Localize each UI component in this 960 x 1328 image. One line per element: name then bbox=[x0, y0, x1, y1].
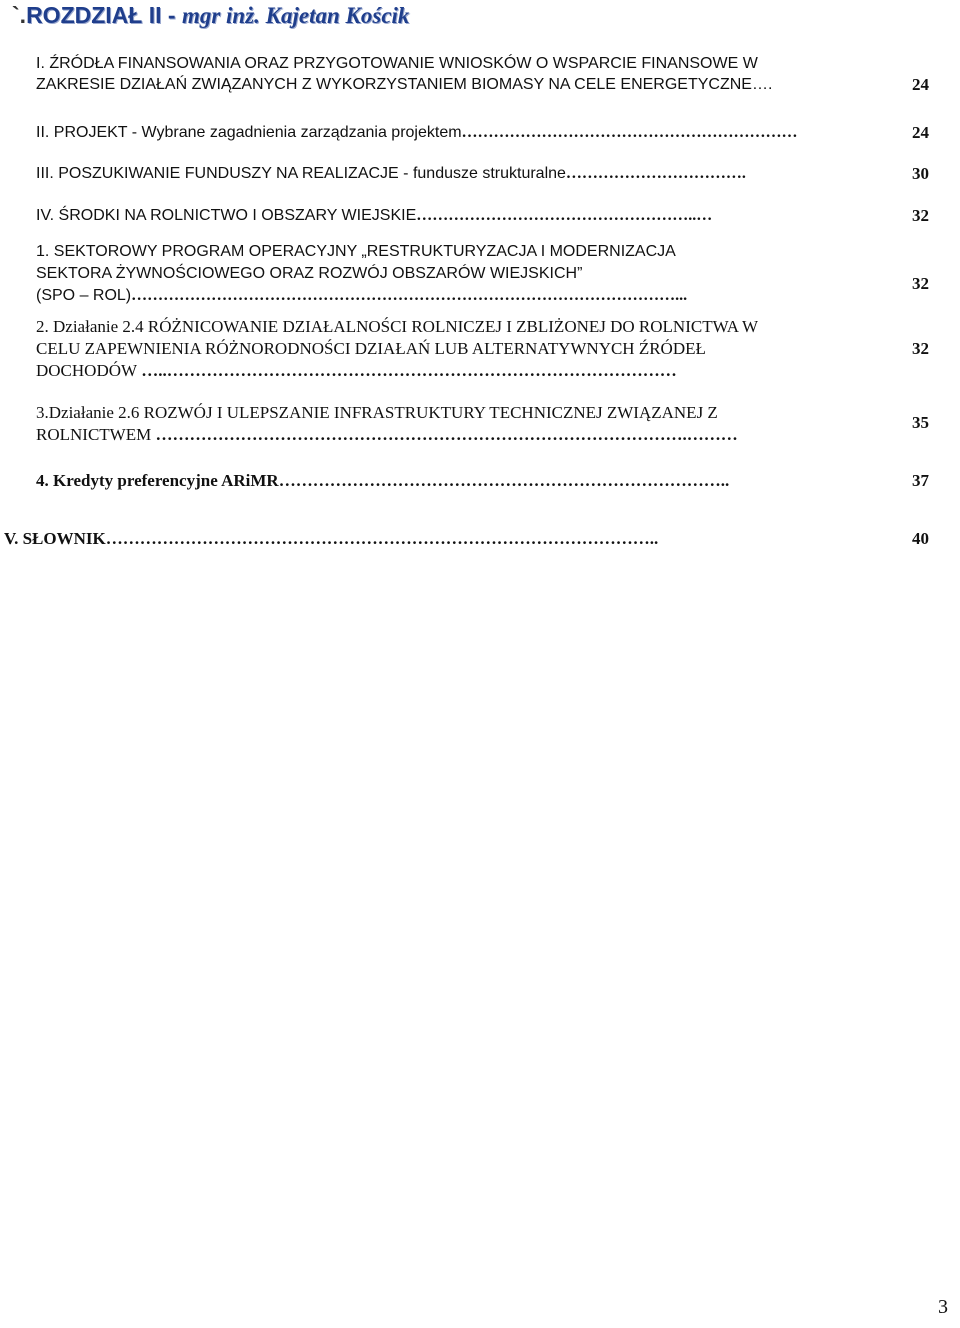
toc-item-8-page: 37 bbox=[912, 471, 929, 490]
toc-item-3-detail: - fundusze strukturalne bbox=[403, 165, 566, 182]
toc-item-2-label: II. PROJEKT - bbox=[36, 124, 142, 141]
toc-item-8 bbox=[36, 470, 898, 491]
toc-item-5-dots: …………………………………………………………………………………………... bbox=[131, 287, 688, 304]
footer-page-number: 3 bbox=[938, 1296, 948, 1318]
toc-item-6-dots: …..……………………………………………………………………………… bbox=[137, 361, 677, 380]
toc-item-5-page: 32 bbox=[912, 274, 929, 293]
toc-item-8-dots: …………………………………………………………………….. bbox=[278, 471, 730, 490]
toc-item-5-abbrev: (SPO – ROL) bbox=[36, 287, 132, 304]
toc-item-4-label: IV. ŚRODKI NA ROLNICTWO I OBSZARY WIEJSKIE bbox=[36, 207, 417, 224]
toc-item-1-line-1: I. ŹRÓDŁA FINANSOWANIA ORAZ PRZYGOTOWANIE WNIOSKÓW O WSPARCIE FINANSOWE W bbox=[36, 55, 758, 72]
toc-item-2-dots: ……………………………………………………… bbox=[461, 124, 798, 141]
toc-item-5-line-2: SEKTORA ŻYWNOŚCIOWEGO ORAZ ROZWÓJ OBSZARÓW WIEJSKICH” bbox=[36, 265, 583, 282]
toc-item-6-page: 32 bbox=[912, 339, 929, 358]
toc-item-2-detail: Wybrane zagadnienia zarządzania projektem bbox=[141, 124, 462, 141]
toc-item-9 bbox=[0, 528, 902, 549]
toc-item-7-dots: ………………………………………………………………………………….……… bbox=[151, 425, 738, 444]
toc-item-8-label: 4. Kredyty preferencyjne ARiMR bbox=[36, 471, 279, 490]
toc-item-6-line-1: 2. Działanie 2.4 RÓŻNICOWANIE DZIAŁALNOŚCI ROLNICZEJ I ZBLIŻONEJ DO ROLNICTWA W bbox=[36, 317, 759, 336]
toc-item-4 bbox=[36, 205, 898, 226]
toc-item-4-page: 32 bbox=[912, 206, 929, 225]
toc-item-4-dots: ……………………………………………..… bbox=[416, 207, 713, 224]
heading-prefix: `. bbox=[12, 2, 27, 28]
toc-item-7-page: 35 bbox=[912, 413, 929, 432]
toc-item-6-line-3 bbox=[36, 360, 898, 381]
toc-item-7-line-1: 3.Działanie 2.6 ROZWÓJ I ULEPSZANIE INFRASTRUKTURY TECHNICZNEJ ZWIĄZANEJ Z bbox=[36, 403, 718, 422]
toc-item-2 bbox=[36, 122, 898, 143]
toc-item-3 bbox=[36, 163, 898, 184]
heading-author: mgr inż. Kajetan Kościk bbox=[181, 3, 410, 28]
toc-item-5-line-1: 1. SEKTOROWY PROGRAM OPERACYJNY „RESTRUKTURYZACJA I MODERNIZACJA bbox=[36, 243, 676, 260]
toc-item-3-label: III. POSZUKIWANIE FUNDUSZY NA REALIZACJE bbox=[36, 165, 404, 182]
toc-item-9-label: V. SŁOWNIK bbox=[4, 529, 106, 548]
toc-item-7-line-2 bbox=[36, 424, 898, 445]
toc-item-9-dots: …………………………………………………………………………………….. bbox=[105, 529, 659, 548]
toc-item-1-page: 24 bbox=[912, 75, 929, 94]
toc-item-9-page: 40 bbox=[912, 529, 929, 548]
toc-item-5-line-3 bbox=[36, 285, 898, 306]
toc-item-6-line-2: CELU ZAPEWNIENIA RÓŻNORODNOŚCI DZIAŁAŃ LUB ALTERNATYWNYCH ŹRÓDEŁ bbox=[36, 339, 706, 358]
toc-item-3-dots: ……………………………. bbox=[565, 165, 746, 182]
toc-item-1-line-2: ZAKRESIE DZIAŁAŃ ZWIĄZANYCH Z WYKORZYSTANIEM BIOMASY NA CELE ENERGETYCZNE…. bbox=[36, 76, 773, 93]
chapter-heading bbox=[12, 2, 409, 29]
toc-item-2-page: 24 bbox=[912, 123, 929, 142]
toc-item-6-tail-label: DOCHODÓW bbox=[36, 361, 138, 380]
heading-chapter: ROZDZIAŁ II - bbox=[26, 2, 182, 28]
toc-item-3-page: 30 bbox=[912, 164, 929, 183]
toc-item-7-tail-label: ROLNICTWEM bbox=[36, 425, 152, 444]
